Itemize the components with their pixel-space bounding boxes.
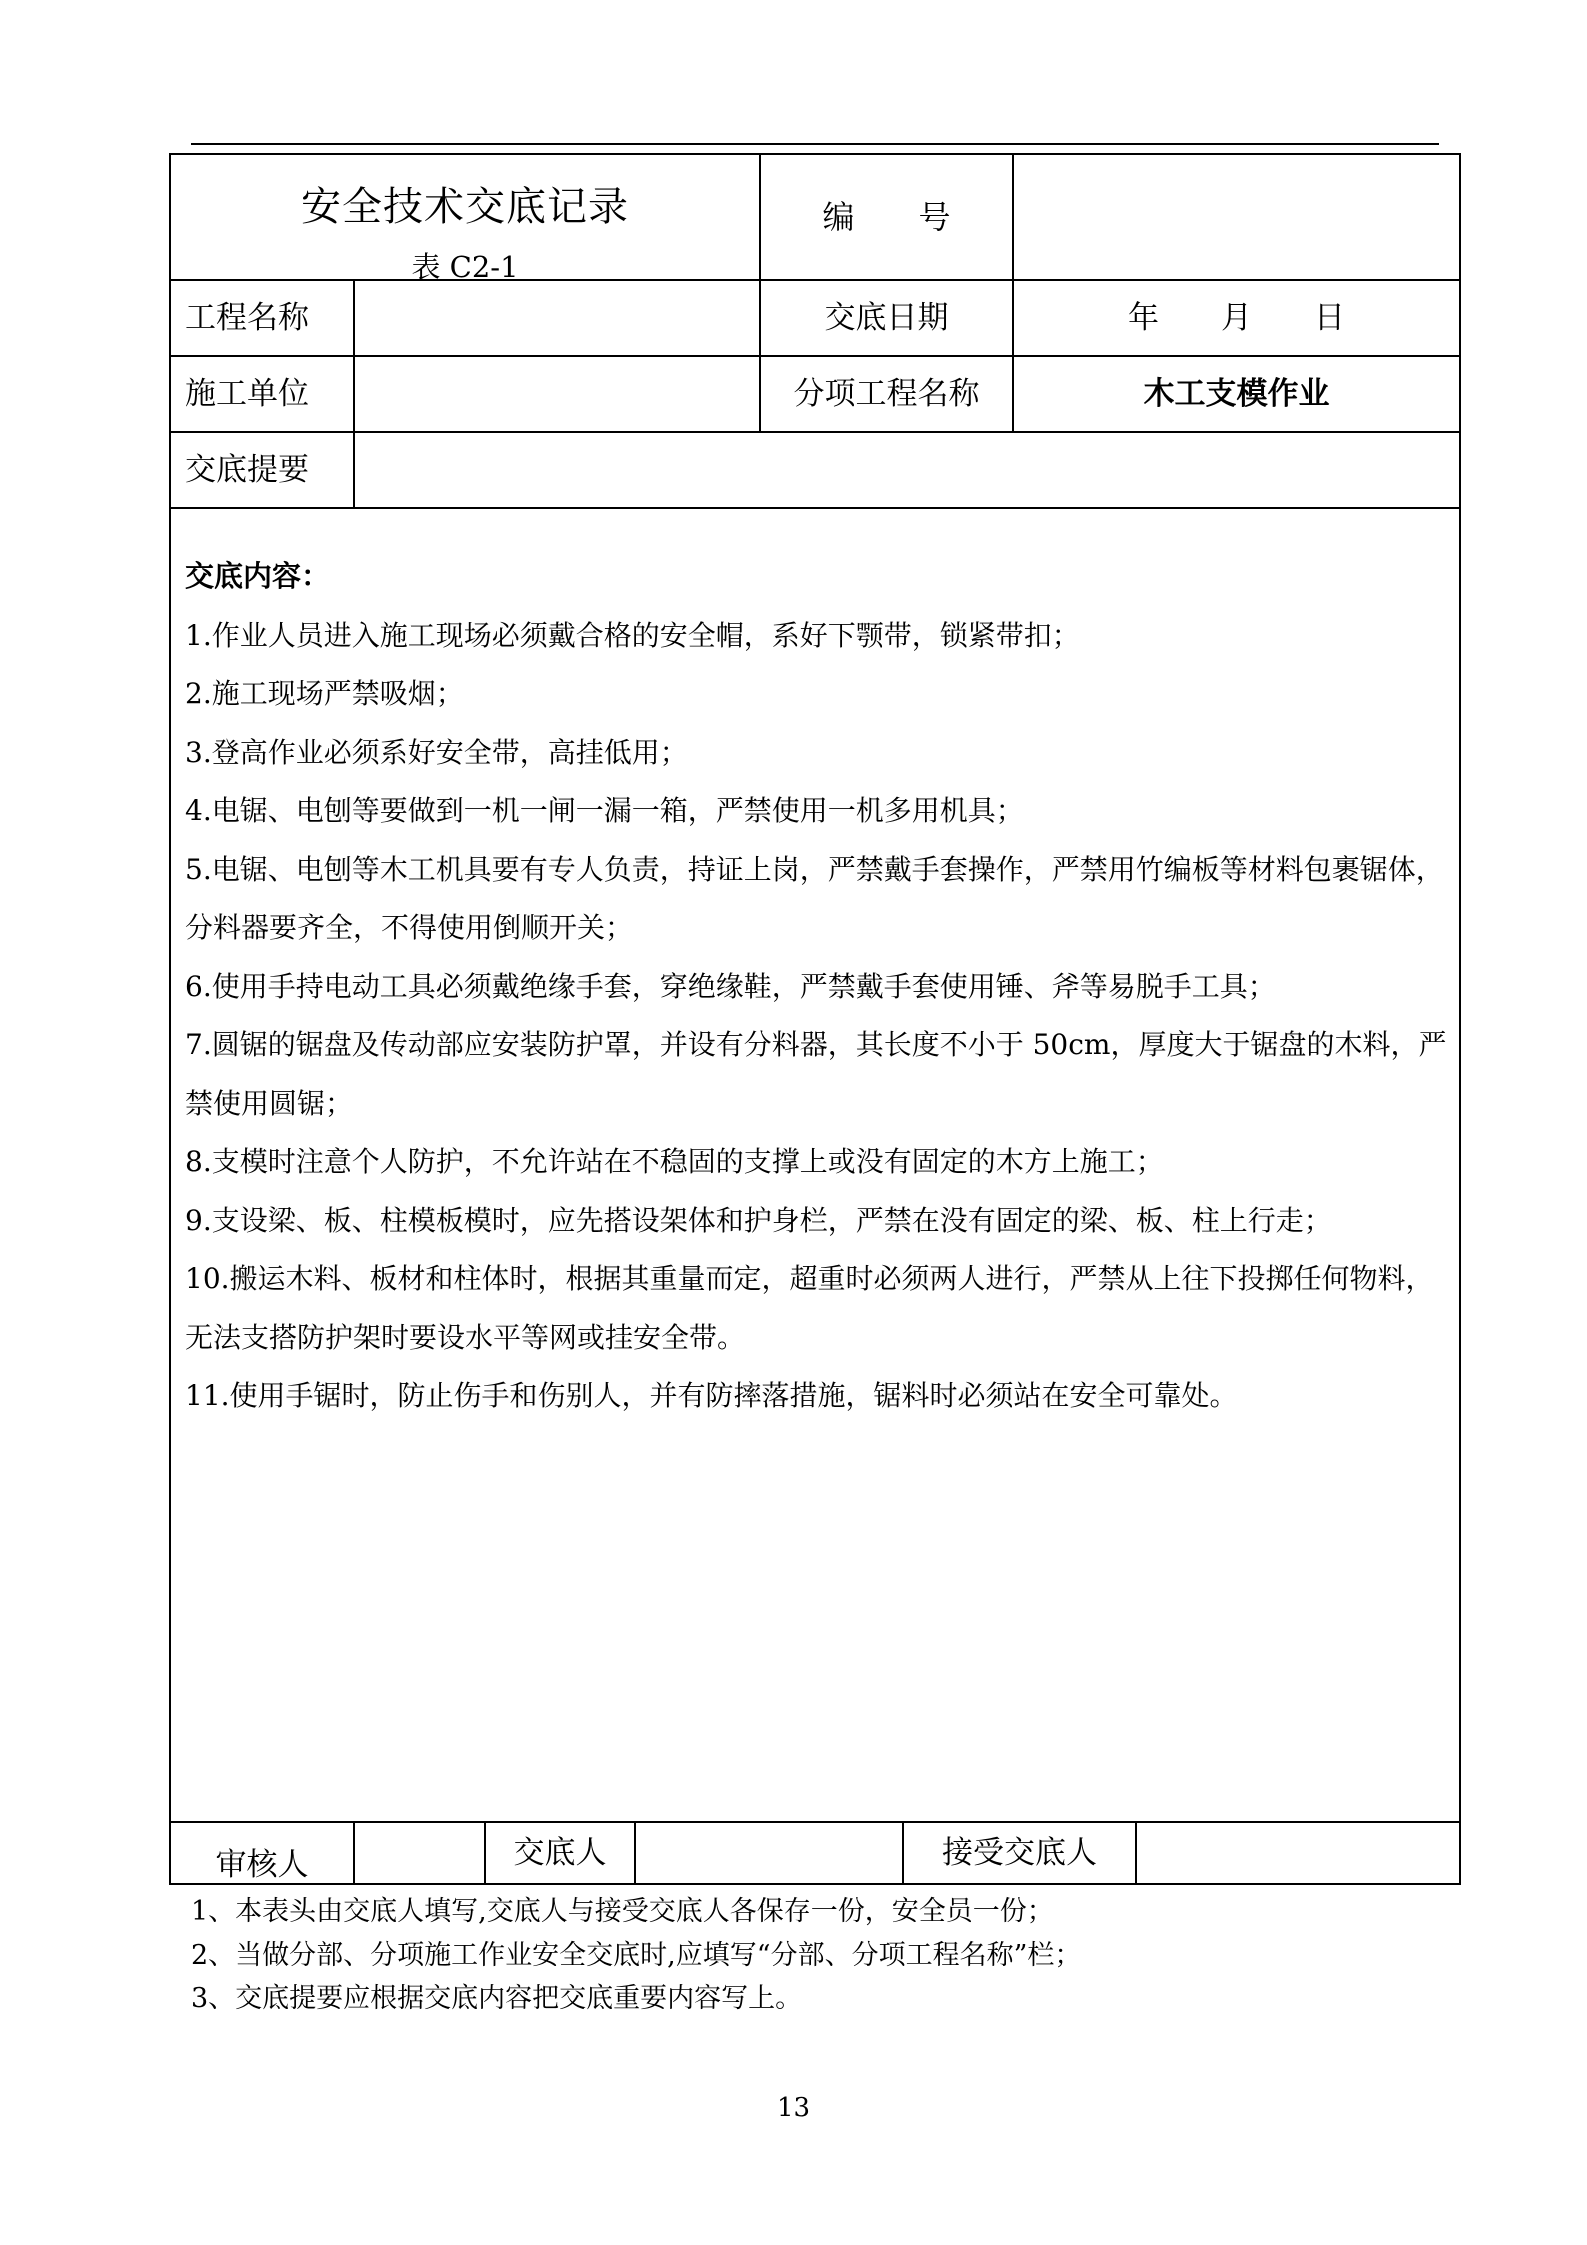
row-divider: [171, 507, 1459, 509]
content-item: 1.作业人员进入施工现场必须戴合格的安全帽，系好下颚带，锁紧带扣；: [185, 618, 1080, 652]
page-number: 13: [776, 2093, 811, 2123]
disclosure-form: [169, 153, 1461, 1885]
form-notes: [191, 1890, 1081, 2021]
content-item: 3.登高作业必须系好安全带，高挂低用；: [185, 735, 688, 769]
contractor-field[interactable]: [367, 357, 757, 431]
col-divider: [353, 279, 355, 509]
content-item: 11.使用手锯时，防止伤手和伤别人，并有防摔落措施，锯料时必须站在安全可靠处。: [185, 1379, 1238, 1412]
number-field[interactable]: [1014, 155, 1459, 279]
summary-field[interactable]: [367, 433, 1457, 507]
note-item: 2、当做分部、分项施工作业安全交底时,应填写“分部、分项工程名称”栏；: [191, 1939, 1082, 1971]
project-name-label: 工程名称: [185, 299, 309, 336]
discloser-label: 交底人: [513, 1834, 607, 1871]
content-item: 4.电锯、电刨等要做到一机一闸一漏一箱，严禁使用一机多用机具；: [185, 794, 1024, 827]
receiver-label: 接受交底人: [942, 1834, 1097, 1871]
content-item: 9.支设梁、板、柱模板模时，应先搭设架体和护身栏，严禁在没有固定的梁、板、柱上行走；: [185, 1203, 1332, 1237]
note-item: 3、交底提要应根据交底内容把交底重要内容写上。: [191, 1983, 803, 2014]
disclosure-content: [185, 547, 1450, 1426]
number-label: 编 号: [822, 198, 951, 236]
header-rule: [191, 143, 1439, 145]
content-item: 8.支模时注意个人防护，不允许站在不稳固的支撑上或没有固定的木方上施工；: [185, 1145, 1164, 1178]
note-item: 1、本表头由交底人填写,交底人与接受交底人各保存一份，安全员一份；: [191, 1896, 1054, 1927]
date-field[interactable]: 年 月 日: [1128, 299, 1345, 336]
contractor-label: 施工单位: [185, 375, 309, 412]
content-heading: 交底内容：: [185, 559, 331, 593]
date-label: 交底日期: [824, 299, 949, 336]
reviewer-field[interactable]: [355, 1823, 484, 1883]
content-item: 5.电锯、电刨等木工机具要有专人负责，持证上岗，严禁戴手套操作，严禁用竹编板等材料包裹锯体，分料器要齐全，不得使用倒顺开关；: [185, 852, 1444, 944]
discloser-field[interactable]: [636, 1823, 902, 1883]
sub-project-field[interactable]: 木工支模作业: [1143, 375, 1330, 412]
receiver-field[interactable]: [1137, 1823, 1459, 1883]
content-item: 2.施工现场严禁吸烟；: [185, 677, 464, 710]
sub-project-label: 分项工程名称: [793, 375, 980, 412]
content-item: 10.搬运木料、板材和柱体时，根据其重量而定，超重时必须两人进行，严禁从上往下投掷任何物料，无法支搭防护架时要设水平等网或挂安全带。: [185, 1262, 1434, 1354]
content-item: 6.使用手持电动工具必须戴绝缘手套，穿绝缘鞋，严禁戴手套使用锤、斧等易脱手工具；: [185, 969, 1276, 1003]
summary-label: 交底提要: [185, 451, 309, 488]
content-item: 7.圆锯的锯盘及传动部应安装防护罩，并设有分料器，其长度不小于 50cm，厚度大于锯盘的木料，严禁使用圆锯；: [185, 1028, 1447, 1120]
form-code: 表 C2-1: [411, 250, 519, 284]
reviewer-label: 审核人: [215, 1847, 309, 1883]
form-title: 安全技术交底记录: [301, 184, 629, 230]
project-name-field[interactable]: [367, 281, 757, 355]
